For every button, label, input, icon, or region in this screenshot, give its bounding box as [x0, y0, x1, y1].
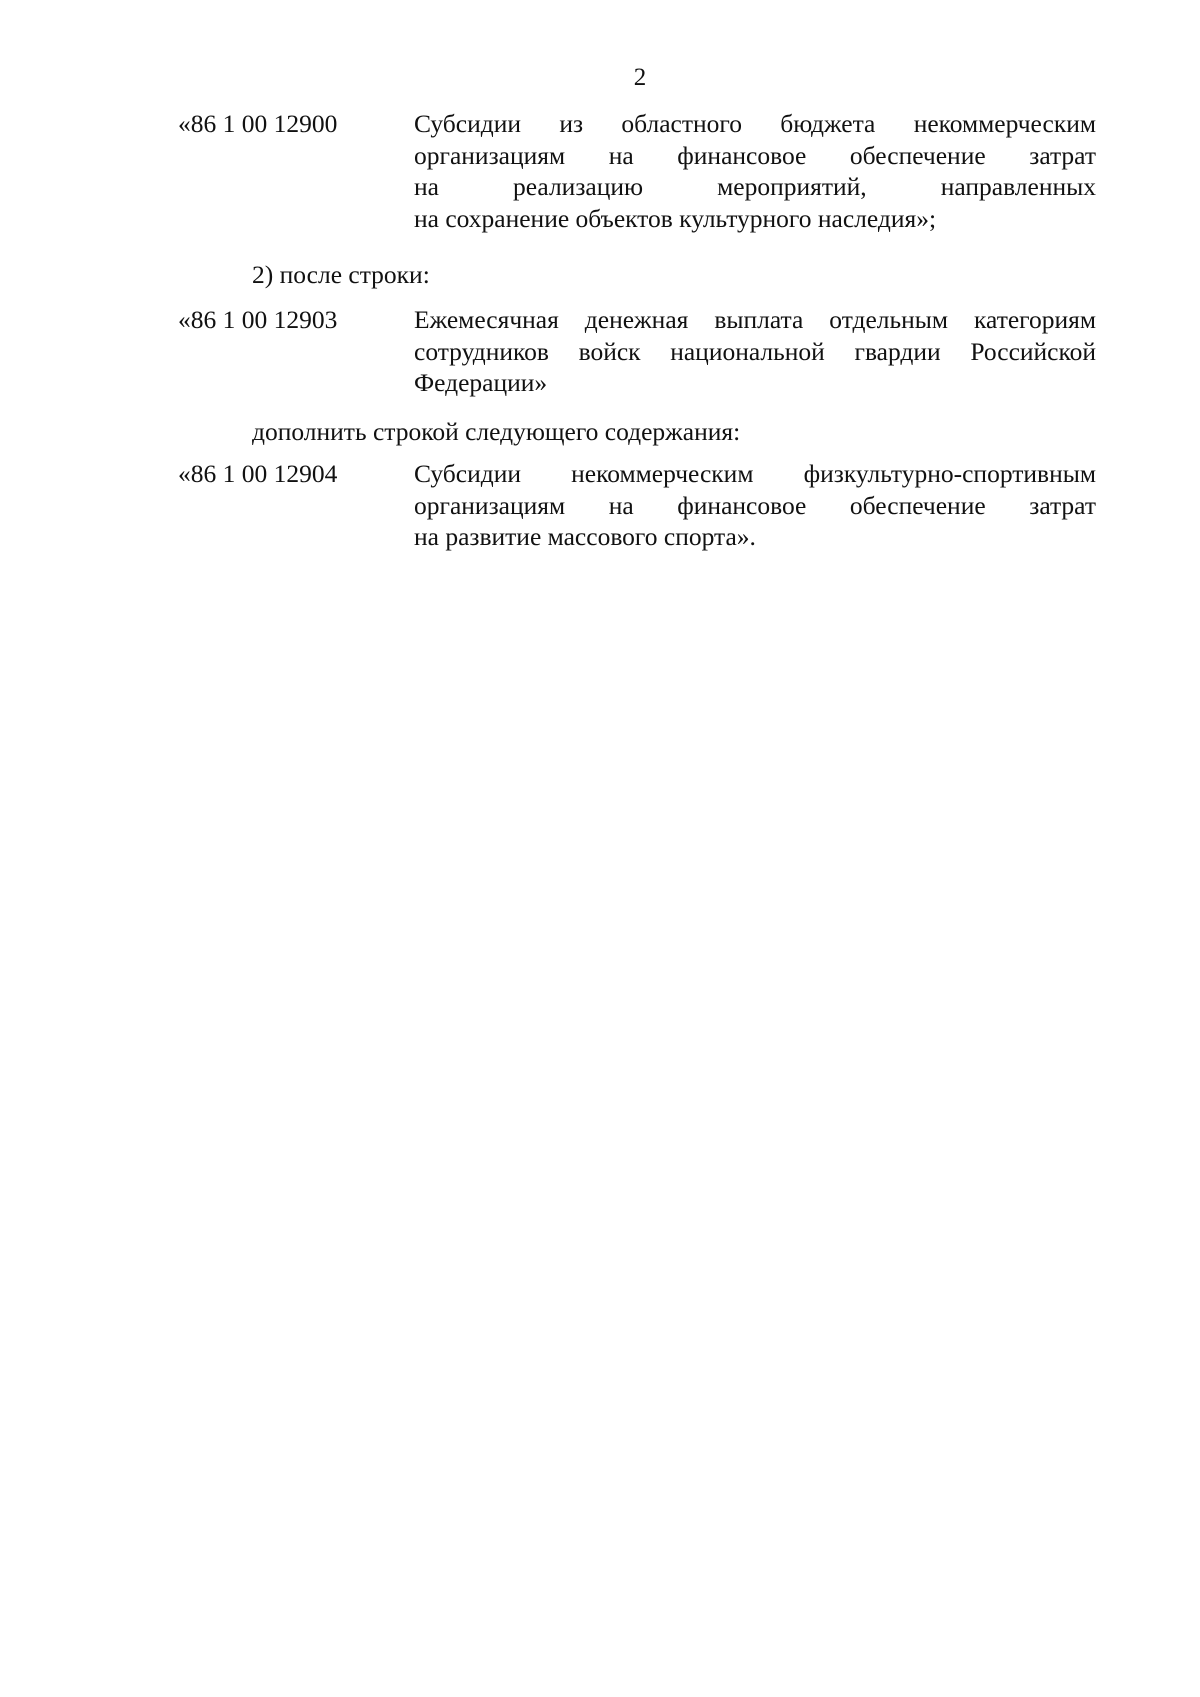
description-line: Федерации» — [414, 368, 548, 397]
budget-code: «86 1 00 12904 — [178, 459, 338, 488]
description-line: организациям на финансовое обеспечение затрат — [414, 140, 1096, 170]
description-line: на реализацию мероприятий, направленных — [414, 172, 1096, 201]
instruction-paragraph: 2) после строки: — [252, 260, 430, 289]
instruction-paragraph: дополнить строкой следующего содержания: — [252, 417, 741, 446]
budget-code-description — [414, 458, 1096, 553]
page-number: 2 — [633, 64, 647, 91]
description-line: на развитие массового спорта». — [414, 522, 756, 551]
description-line: сотрудников войск национальной гвардии Российской — [414, 336, 1096, 366]
description-line: Субсидии из областного бюджета некоммерческим — [414, 109, 1096, 138]
description-line: на сохранение объектов культурного наследия»; — [414, 203, 937, 233]
budget-code: «86 1 00 12903 — [178, 305, 338, 334]
description-line: Ежемесячная денежная выплата отдельным категориям — [414, 305, 1096, 334]
budget-code-description — [414, 108, 1096, 234]
description-line: Субсидии некоммерческим физкультурно-спортивным — [414, 459, 1096, 488]
budget-code-description — [414, 304, 1096, 399]
budget-code: «86 1 00 12900 — [178, 109, 338, 138]
description-line: организациям на финансовое обеспечение затрат — [414, 490, 1096, 520]
